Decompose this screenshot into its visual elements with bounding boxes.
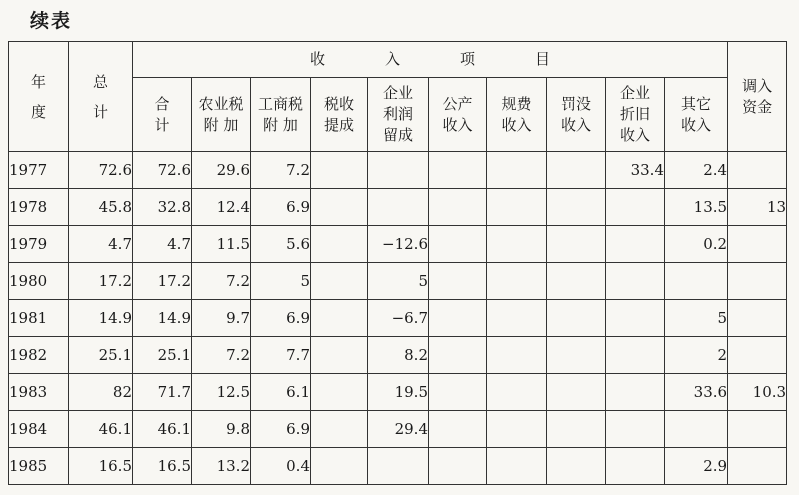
value-cell: 10.3	[728, 374, 787, 411]
value-cell	[487, 337, 547, 374]
value-cell: 45.8	[69, 189, 133, 226]
header-subcol: 企业 利润 留成	[368, 78, 429, 152]
value-cell: 5.6	[251, 226, 311, 263]
value-cell: 72.6	[69, 152, 133, 189]
value-cell	[728, 337, 787, 374]
value-cell: 72.6	[133, 152, 192, 189]
value-cell	[429, 300, 487, 337]
value-cell: 13.2	[192, 448, 251, 485]
value-cell: 7.2	[192, 337, 251, 374]
value-cell	[606, 226, 665, 263]
value-cell	[547, 189, 606, 226]
value-cell: 9.7	[192, 300, 251, 337]
header-subcol: 公产 收入	[429, 78, 487, 152]
value-cell: 0.4	[251, 448, 311, 485]
value-cell	[368, 152, 429, 189]
value-cell: 14.9	[133, 300, 192, 337]
value-cell	[311, 337, 368, 374]
value-cell	[728, 300, 787, 337]
value-cell	[429, 448, 487, 485]
value-cell: 46.1	[69, 411, 133, 448]
value-cell	[547, 152, 606, 189]
table-row	[9, 337, 787, 374]
value-cell	[311, 374, 368, 411]
value-cell: 2.4	[665, 152, 728, 189]
value-cell	[311, 189, 368, 226]
value-cell: 13.5	[665, 189, 728, 226]
value-cell: 11.5	[192, 226, 251, 263]
value-cell	[487, 374, 547, 411]
value-cell	[665, 411, 728, 448]
value-cell: 29.6	[192, 152, 251, 189]
value-cell: 33.6	[665, 374, 728, 411]
value-cell: 71.7	[133, 374, 192, 411]
value-cell: 29.4	[368, 411, 429, 448]
value-cell	[311, 448, 368, 485]
value-cell	[487, 189, 547, 226]
value-cell	[368, 189, 429, 226]
value-cell: 46.1	[133, 411, 192, 448]
value-cell: 13	[728, 189, 787, 226]
value-cell	[547, 226, 606, 263]
value-cell	[429, 189, 487, 226]
value-cell	[429, 263, 487, 300]
value-cell	[606, 411, 665, 448]
year-cell: 1985	[9, 448, 69, 485]
value-cell: 5	[368, 263, 429, 300]
header-subcol: 规费 收入	[487, 78, 547, 152]
value-cell	[728, 226, 787, 263]
value-cell	[368, 448, 429, 485]
value-cell: 0.2	[665, 226, 728, 263]
value-cell	[311, 263, 368, 300]
table-row	[9, 226, 787, 263]
value-cell	[547, 300, 606, 337]
value-cell: 7.7	[251, 337, 311, 374]
value-cell: −6.7	[368, 300, 429, 337]
value-cell	[547, 448, 606, 485]
header-year: 年 度	[9, 42, 69, 152]
value-cell	[429, 152, 487, 189]
value-cell	[487, 226, 547, 263]
value-cell	[547, 337, 606, 374]
header-subcol: 罚没 收入	[547, 78, 606, 152]
value-cell: 25.1	[133, 337, 192, 374]
value-cell	[547, 263, 606, 300]
value-cell: 2.9	[665, 448, 728, 485]
table-row	[9, 152, 787, 189]
value-cell	[606, 263, 665, 300]
value-cell	[429, 337, 487, 374]
value-cell	[487, 448, 547, 485]
year-cell: 1981	[9, 300, 69, 337]
table-row	[9, 263, 787, 300]
value-cell: 19.5	[368, 374, 429, 411]
value-cell	[311, 300, 368, 337]
table-row	[9, 448, 787, 485]
header-subcol: 企业 折旧 收入	[606, 78, 665, 152]
header-total: 总 计	[69, 42, 133, 152]
value-cell: 82	[69, 374, 133, 411]
value-cell: 6.1	[251, 374, 311, 411]
value-cell: 8.2	[368, 337, 429, 374]
value-cell: −12.6	[368, 226, 429, 263]
value-cell	[547, 411, 606, 448]
value-cell: 6.9	[251, 411, 311, 448]
year-cell: 1984	[9, 411, 69, 448]
header-subcol: 其它 收入	[665, 78, 728, 152]
value-cell	[487, 300, 547, 337]
value-cell: 7.2	[251, 152, 311, 189]
value-cell: 6.9	[251, 189, 311, 226]
value-cell	[311, 152, 368, 189]
value-cell	[487, 411, 547, 448]
header-subcol: 税收 提成	[311, 78, 368, 152]
value-cell: 7.2	[192, 263, 251, 300]
header-subcol: 农业税 附 加	[192, 78, 251, 152]
table-row	[9, 374, 787, 411]
value-cell	[606, 189, 665, 226]
table-row	[9, 189, 787, 226]
value-cell	[429, 226, 487, 263]
header-income-items: 收 入 项 目	[133, 42, 728, 78]
value-cell	[311, 226, 368, 263]
value-cell: 14.9	[69, 300, 133, 337]
value-cell: 2	[665, 337, 728, 374]
year-cell: 1978	[9, 189, 69, 226]
value-cell	[665, 263, 728, 300]
value-cell	[728, 152, 787, 189]
value-cell: 4.7	[133, 226, 192, 263]
value-cell	[728, 263, 787, 300]
value-cell	[487, 152, 547, 189]
header-subcol: 合 计	[133, 78, 192, 152]
value-cell: 12.4	[192, 189, 251, 226]
value-cell	[606, 337, 665, 374]
value-cell	[311, 411, 368, 448]
header-subcol: 工商税 附 加	[251, 78, 311, 152]
revenue-table	[8, 41, 787, 485]
value-cell: 5	[665, 300, 728, 337]
value-cell: 33.4	[606, 152, 665, 189]
value-cell: 16.5	[69, 448, 133, 485]
value-cell: 32.8	[133, 189, 192, 226]
value-cell: 12.5	[192, 374, 251, 411]
value-cell: 5	[251, 263, 311, 300]
value-cell: 4.7	[69, 226, 133, 263]
value-cell	[429, 374, 487, 411]
year-cell: 1977	[9, 152, 69, 189]
value-cell: 16.5	[133, 448, 192, 485]
value-cell	[728, 411, 787, 448]
value-cell	[429, 411, 487, 448]
header-transfer-funds: 调入 资金	[728, 42, 787, 152]
value-cell: 25.1	[69, 337, 133, 374]
year-cell: 1982	[9, 337, 69, 374]
value-cell: 6.9	[251, 300, 311, 337]
year-cell: 1983	[9, 374, 69, 411]
value-cell	[728, 448, 787, 485]
year-cell: 1979	[9, 226, 69, 263]
value-cell	[606, 300, 665, 337]
page-title: 续表	[30, 10, 73, 32]
value-cell: 9.8	[192, 411, 251, 448]
value-cell	[606, 374, 665, 411]
value-cell	[487, 263, 547, 300]
table-row	[9, 411, 787, 448]
value-cell: 17.2	[133, 263, 192, 300]
table-row	[9, 300, 787, 337]
year-cell: 1980	[9, 263, 69, 300]
value-cell	[606, 448, 665, 485]
value-cell	[547, 374, 606, 411]
value-cell: 17.2	[69, 263, 133, 300]
